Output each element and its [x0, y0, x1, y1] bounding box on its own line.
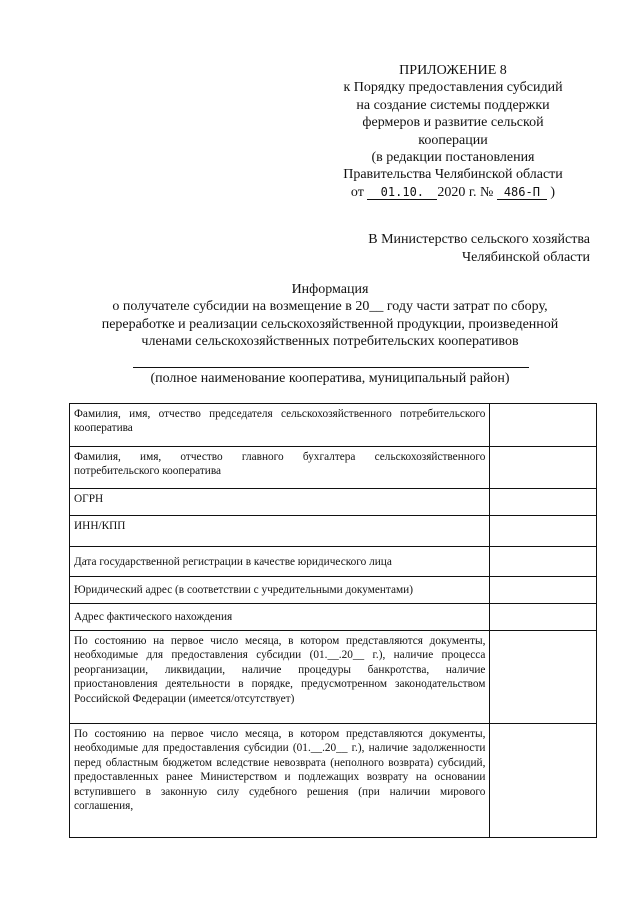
row-value-accountant[interactable] [490, 447, 597, 489]
title-heading: Информация [291, 282, 369, 297]
table-row [70, 489, 597, 516]
recipient-block [330, 231, 590, 266]
row-value-ogrn[interactable] [490, 489, 597, 516]
title-line-1: о получателе субсидии на возмещение в 20__ году части затрат по сбору, [112, 299, 548, 315]
row-label-legal-address: Юридический адрес (в соответствии с учредительными документами) [70, 577, 490, 604]
table-row [70, 604, 597, 631]
appendix-line-4: кооперации [418, 132, 488, 148]
row-label-ogrn: ОГРН [70, 489, 490, 516]
appendix-line-2: на создание системы поддержки [356, 97, 550, 113]
date-suffix: ) [550, 184, 556, 200]
row-value-chairman[interactable] [490, 404, 597, 447]
row-value-reorganization[interactable] [490, 631, 597, 724]
table-row [70, 404, 597, 447]
appendix-date-line [318, 184, 588, 201]
row-label-inn-kpp: ИНН/КПП [70, 516, 490, 547]
appendix-header [318, 62, 588, 201]
cooperative-name-caption: (полное наименование кооператива, муниципальный район) [150, 371, 510, 386]
row-value-inn-kpp[interactable] [490, 516, 597, 547]
appendix-line-1: к Порядку предоставления субсидий [343, 80, 563, 96]
resolution-number-field: 486-П [497, 185, 547, 200]
row-label-reorganization: По состоянию на первое число месяца, в котором представляются документы, необходимые для предоставления субсидии (01.__.20__ г.), наличие процесса реорганизации, ликвидации, наличие процедуры банкротства, наличие приостановления деятельности в порядке, предусмотренном законодательством Российской Федерации (имеется/отсутствует) [70, 631, 490, 724]
recipient-line-1: В Министерство сельского хозяйства [368, 232, 590, 247]
row-value-debt[interactable] [490, 724, 597, 838]
appendix-title: ПРИЛОЖЕНИЕ 8 [399, 63, 507, 78]
table-row [70, 724, 597, 838]
row-label-debt: По состоянию на первое число месяца, в котором представляются документы, необходимые для предоставления субсидии (01.__.20__ г.), наличие задолженности перед областным бюджетом вследствие невозврата (неполного возврата) субсидий, предоставленных ранее Министерством и подлежащих возврату на основании вступившего в законную силу судебного решения (при наличии мирового соглашения, [70, 724, 490, 838]
date-year: 2020 г. № [437, 184, 494, 200]
table-row [70, 631, 597, 724]
recipient-info-table [69, 403, 597, 838]
row-label-chairman: Фамилия, имя, отчество председателя сельскохозяйственного потребительского кооператива [70, 404, 490, 447]
table-row [70, 516, 597, 547]
cooperative-name-line [133, 367, 529, 368]
table-row [70, 577, 597, 604]
document-title [50, 281, 610, 351]
appendix-line-5: (в редакции постановления [371, 150, 535, 166]
row-value-legal-address[interactable] [490, 577, 597, 604]
title-line-3: членами сельскохозяйственных потребительских кооперативов [141, 334, 519, 350]
date-prefix: от [350, 184, 364, 200]
row-label-actual-address: Адрес фактического нахождения [70, 604, 490, 631]
table-row [70, 547, 597, 577]
row-value-registration-date[interactable] [490, 547, 597, 577]
appendix-line-3: фермеров и развитие сельской [362, 115, 544, 131]
resolution-date-field: 01.10. [367, 185, 437, 200]
recipient-line-2: Челябинской области [462, 249, 590, 265]
row-label-accountant: Фамилия, имя, отчество главного бухгалтера сельскохозяйственного потребительского кооператива [70, 447, 490, 489]
title-line-2: переработке и реализации сельскохозяйственной продукции, произведенной [101, 316, 559, 332]
row-value-actual-address[interactable] [490, 604, 597, 631]
row-label-registration-date: Дата государственной регистрации в качестве юридического лица [70, 547, 490, 577]
table-row [70, 447, 597, 489]
appendix-line-6: Правительства Челябинской области [343, 167, 563, 183]
